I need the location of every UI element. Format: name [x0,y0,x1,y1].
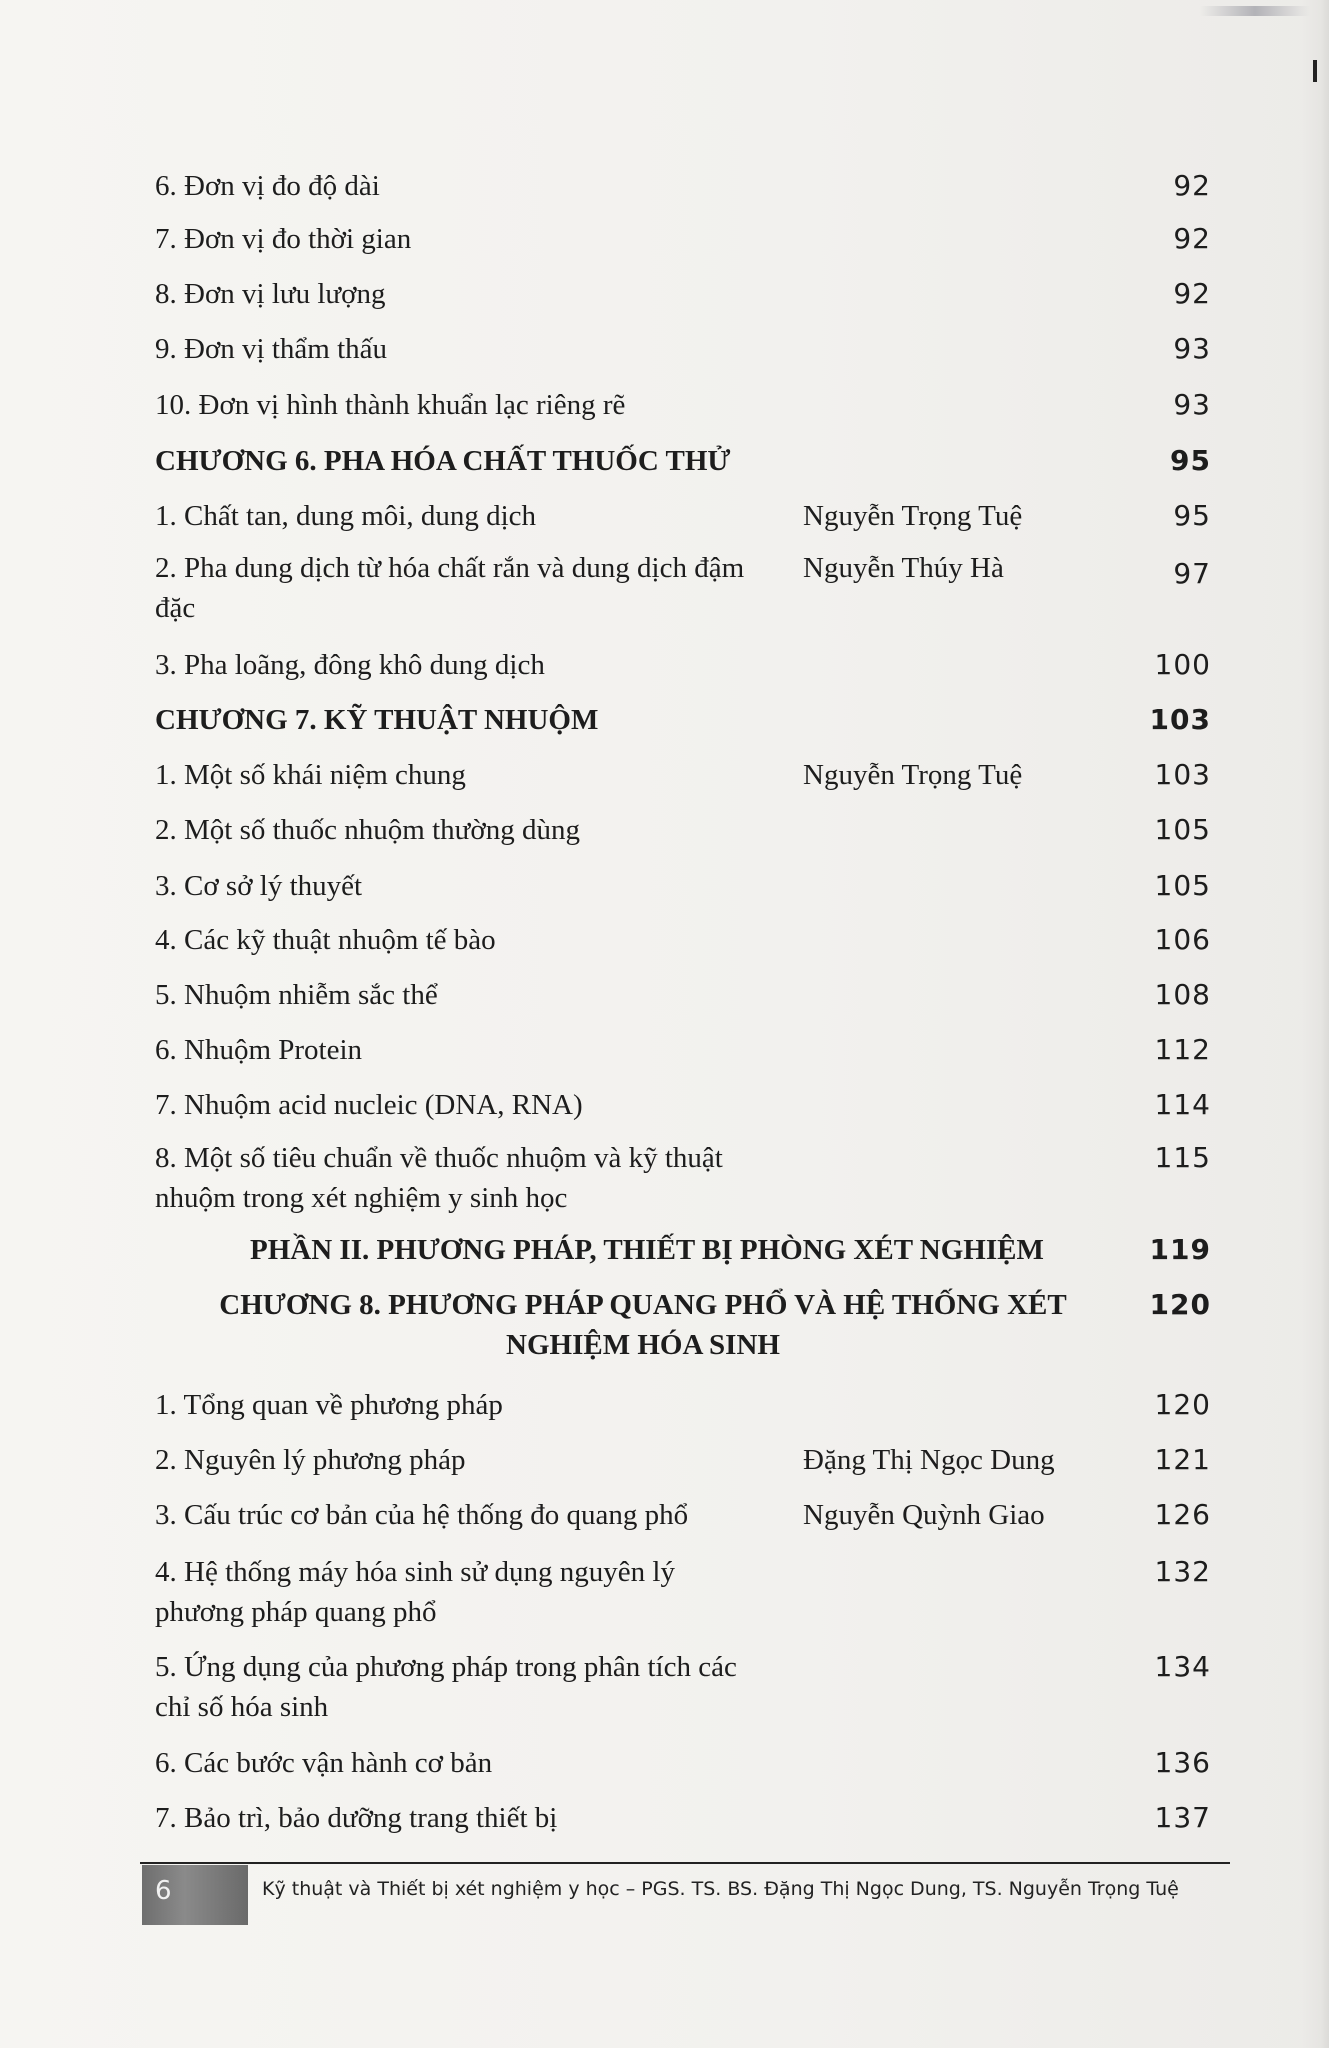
entry-title: 6. Đơn vị đo độ dài [155,170,380,202]
entry-page: 92 [1173,222,1211,255]
entry-page: 106 [1154,923,1211,956]
entry-title: 5. Nhuộm nhiễm sắc thể [155,979,438,1011]
entry-title: 6. Các bước vận hành cơ bản [155,1747,493,1779]
chapter-title: CHƯƠNG 6. PHA HÓA CHẤT THUỐC THỬ [155,445,731,477]
entry-author: Đặng Thị Ngọc Dung [803,1444,1055,1476]
entry-title: 9. Đơn vị thẩm thấu [155,333,387,365]
chapter-page: 120 [1149,1288,1211,1321]
entry-title: 5. Ứng dụng của phương pháp trong phân tích các chỉ số hóa sinh [155,1651,737,1723]
edge-mark [1313,60,1317,82]
entry-page: 93 [1173,332,1211,365]
entry-title: 3. Pha loãng, đông khô dung dịch [155,649,545,681]
footer-rule [140,1862,1230,1864]
entry-page: 120 [1154,1388,1211,1421]
entry-page: 103 [1154,758,1211,791]
entry-page: 137 [1154,1801,1211,1834]
entry-author: Nguyễn Trọng Tuệ [803,500,1023,532]
footer-page-number: 6 [155,1876,172,1906]
entry-title: 8. Một số tiêu chuẩn về thuốc nhuộm và kỹ thuật nhuộm trong xét nghiệm y sinh học [155,1142,723,1214]
entry-title: 1. Một số khái niệm chung [155,759,466,791]
entry-page: 100 [1154,648,1211,681]
entry-author: Nguyễn Trọng Tuệ [803,759,1023,791]
scan-mark [1200,6,1310,16]
chapter-page: 95 [1170,444,1211,477]
entry-page: 134 [1154,1650,1211,1683]
entry-title: 3. Cơ sở lý thuyết [155,870,363,902]
entry-author: Nguyễn Thúy Hà [803,552,1004,584]
entry-title: 1. Tổng quan về phương pháp [155,1389,503,1421]
entry-title: 2. Nguyên lý phương pháp [155,1444,466,1476]
entry-title: 4. Hệ thống máy hóa sinh sử dụng nguyên lý phương pháp quang phổ [155,1556,675,1628]
entry-title: 3. Cấu trúc cơ bản của hệ thống đo quang phổ [155,1499,689,1531]
scan-edge-shadow [1301,0,1329,2048]
entry-page: 92 [1173,169,1211,202]
entry-title: 7. Đơn vị đo thời gian [155,223,412,255]
chapter-title: CHƯƠNG 8. PHƯƠNG PHÁP QUANG PHỔ VÀ HỆ THỐNG XÉT NGHIỆM HÓA SINH [219,1289,1067,1361]
entry-title: 7. Nhuộm acid nucleic (DNA, RNA) [155,1089,583,1121]
part-title: PHẦN II. PHƯƠNG PHÁP, THIẾT BỊ PHÒNG XÉT NGHIỆM [250,1234,1044,1266]
entry-page: 112 [1154,1033,1211,1066]
entry-page: 121 [1154,1443,1211,1476]
entry-title: 2. Một số thuốc nhuộm thường dùng [155,814,580,846]
entry-page: 92 [1173,277,1211,310]
entry-author: Nguyễn Quỳnh Giao [803,1499,1045,1531]
entry-page: 132 [1154,1555,1211,1588]
entry-title: 1. Chất tan, dung môi, dung dịch [155,500,536,532]
entry-page: 126 [1154,1498,1211,1531]
entry-page: 115 [1154,1141,1211,1174]
entry-page: 108 [1154,978,1211,1011]
entry-page: 136 [1154,1746,1211,1779]
chapter-page: 103 [1149,703,1211,736]
entry-page: 93 [1173,388,1211,421]
entry-page: 114 [1154,1088,1211,1121]
entry-title: 8. Đơn vị lưu lượng [155,278,386,310]
entry-title: 7. Bảo trì, bảo dưỡng trang thiết bị [155,1802,558,1834]
entry-title: 4. Các kỹ thuật nhuộm tế bào [155,924,496,956]
entry-title: 6. Nhuộm Protein [155,1034,363,1066]
entry-title: 10. Đơn vị hình thành khuẩn lạc riêng rẽ [155,389,626,421]
entry-page: 95 [1173,499,1211,532]
entry-page: 97 [1173,557,1211,590]
part-page: 119 [1149,1233,1211,1266]
footer-running-title: Kỹ thuật và Thiết bị xét nghiệm y học – PGS. TS. BS. Đặng Thị Ngọc Dung, TS. Nguyễn Trọng Tuệ [262,1878,1179,1900]
chapter-title: CHƯƠNG 7. KỸ THUẬT NHUỘM [155,704,599,736]
entry-title: 2. Pha dung dịch từ hóa chất rắn và dung dịch đậm đặc [155,552,745,624]
entry-page: 105 [1154,869,1211,902]
entry-page: 105 [1154,813,1211,846]
